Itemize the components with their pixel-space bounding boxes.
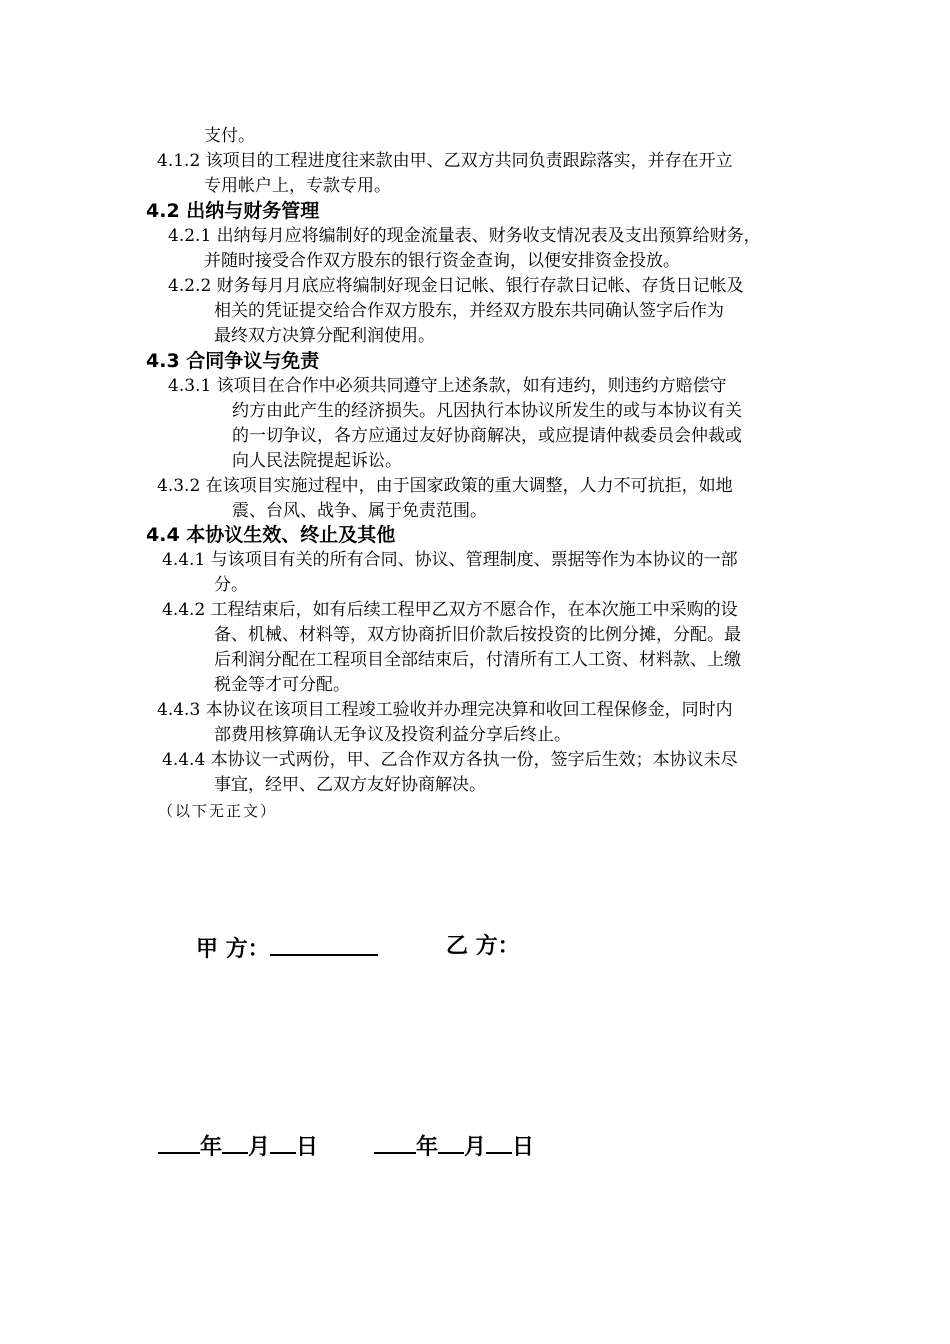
clause-4-3-1-line-3: 的一切争议，各方应通过友好协商解决，或应提请仲裁委员会仲裁或 [232, 426, 742, 446]
party-a-signature-blank[interactable] [270, 932, 378, 956]
day-label: 日 [512, 1135, 535, 1160]
year-label: 年 [200, 1135, 223, 1160]
clause-4-4-3-line-1: 4.4.3 本协议在该项目工程竣工验收并办理完决算和收回工程保修金，同时内 [157, 700, 733, 720]
clause-4-1-2-line-2: 专用帐户上，专款专用。 [204, 176, 391, 196]
party-b-month-blank[interactable] [438, 1130, 464, 1154]
heading-4-2: 4.2 出纳与财务管理 [146, 200, 320, 222]
day-label: 日 [296, 1135, 319, 1160]
heading-4-3: 4.3 合同争议与免责 [146, 350, 320, 372]
heading-4-4: 4.4 本协议生效、终止及其他 [146, 524, 396, 546]
clause-4-2-2-line-3: 最终双方决算分配利润使用。 [214, 326, 435, 346]
clause-4-2-1-line-2: 并随时接受合作双方股东的银行资金查询，以便安排资金投放。 [204, 251, 680, 271]
party-a-month-blank[interactable] [222, 1130, 248, 1154]
clause-4-4-2-line-2: 备、机械、材料等，双方协商折旧价款后按投资的比例分摊，分配。最 [214, 625, 741, 645]
party-a-label: 甲 方： [196, 937, 270, 962]
clause-4-3-1-line-4: 向人民法院提起诉讼。 [232, 451, 402, 471]
party-b-year-blank[interactable] [374, 1130, 416, 1154]
clause-4-2-2-line-1: 4.2.2 财务每月月底应将编制好现金日记帐、银行存款日记帐、存货日记帐及 [168, 276, 744, 296]
party-b-date [374, 1130, 534, 1163]
end-of-text-note: （以下无正文） [158, 802, 278, 820]
clause-4-4-4-line-1: 4.4.4 本协议一式两份，甲、乙合作双方各执一份，签字后生效；本协议未尽 [162, 750, 738, 770]
year-label: 年 [416, 1135, 439, 1160]
clause-4-4-1-line-1: 4.4.1 与该项目有关的所有合同、协议、管理制度、票据等作为本协议的一部 [162, 550, 738, 570]
clause-4-3-1-line-2: 约方由此产生的经济损失。凡因执行本协议所发生的或与本协议有关 [232, 401, 742, 421]
clause-4-2-1-line-1: 4.2.1 出纳每月应将编制好的现金流量表、财务收支情况表及支出预算给财务， [168, 226, 761, 246]
clause-4-3-1-line-1: 4.3.1 该项目在合作中必须共同遵守上述条款，如有违约，则违约方赔偿守 [168, 376, 727, 396]
clause-4-4-1-line-2: 分。 [214, 575, 248, 595]
party-a-day-blank[interactable] [270, 1130, 296, 1154]
clause-4-1-1-tail: 支付。 [204, 126, 255, 146]
clause-4-4-3-line-2: 部费用核算确认无争议及投资利益分享后终止。 [214, 725, 571, 745]
clause-4-3-2-line-1: 4.3.2 在该项目实施过程中，由于国家政策的重大调整，人力不可抗拒，如地 [157, 476, 733, 496]
party-a-year-blank[interactable] [158, 1130, 200, 1154]
month-label: 月 [248, 1135, 271, 1160]
month-label: 月 [464, 1135, 487, 1160]
party-b-signature [446, 932, 520, 962]
party-b-day-blank[interactable] [486, 1130, 512, 1154]
clause-4-1-2-line-1: 4.1.2 该项目的工程进度往来款由甲、乙双方共同负责跟踪落实，并存在开立 [157, 151, 733, 171]
party-b-label: 乙 方： [446, 934, 520, 959]
party-a-date [158, 1130, 318, 1163]
clause-4-4-2-line-1: 4.4.2 工程结束后，如有后续工程甲乙双方不愿合作，在本次施工中采购的设 [162, 600, 738, 620]
clause-4-4-2-line-3: 后利润分配在工程项目全部结束后，付清所有工人工资、材料款、上缴 [214, 650, 741, 670]
clause-4-4-2-line-4: 税金等才可分配。 [214, 675, 350, 695]
party-a-signature [196, 932, 378, 965]
clause-4-4-4-line-2: 事宜，经甲、乙双方友好协商解决。 [214, 775, 486, 795]
clause-4-3-2-line-2: 震、台风、战争、属于免责范围。 [232, 501, 487, 521]
clause-4-2-2-line-2: 相关的凭证提交给合作双方股东，并经双方股东共同确认签字后作为 [214, 301, 724, 321]
